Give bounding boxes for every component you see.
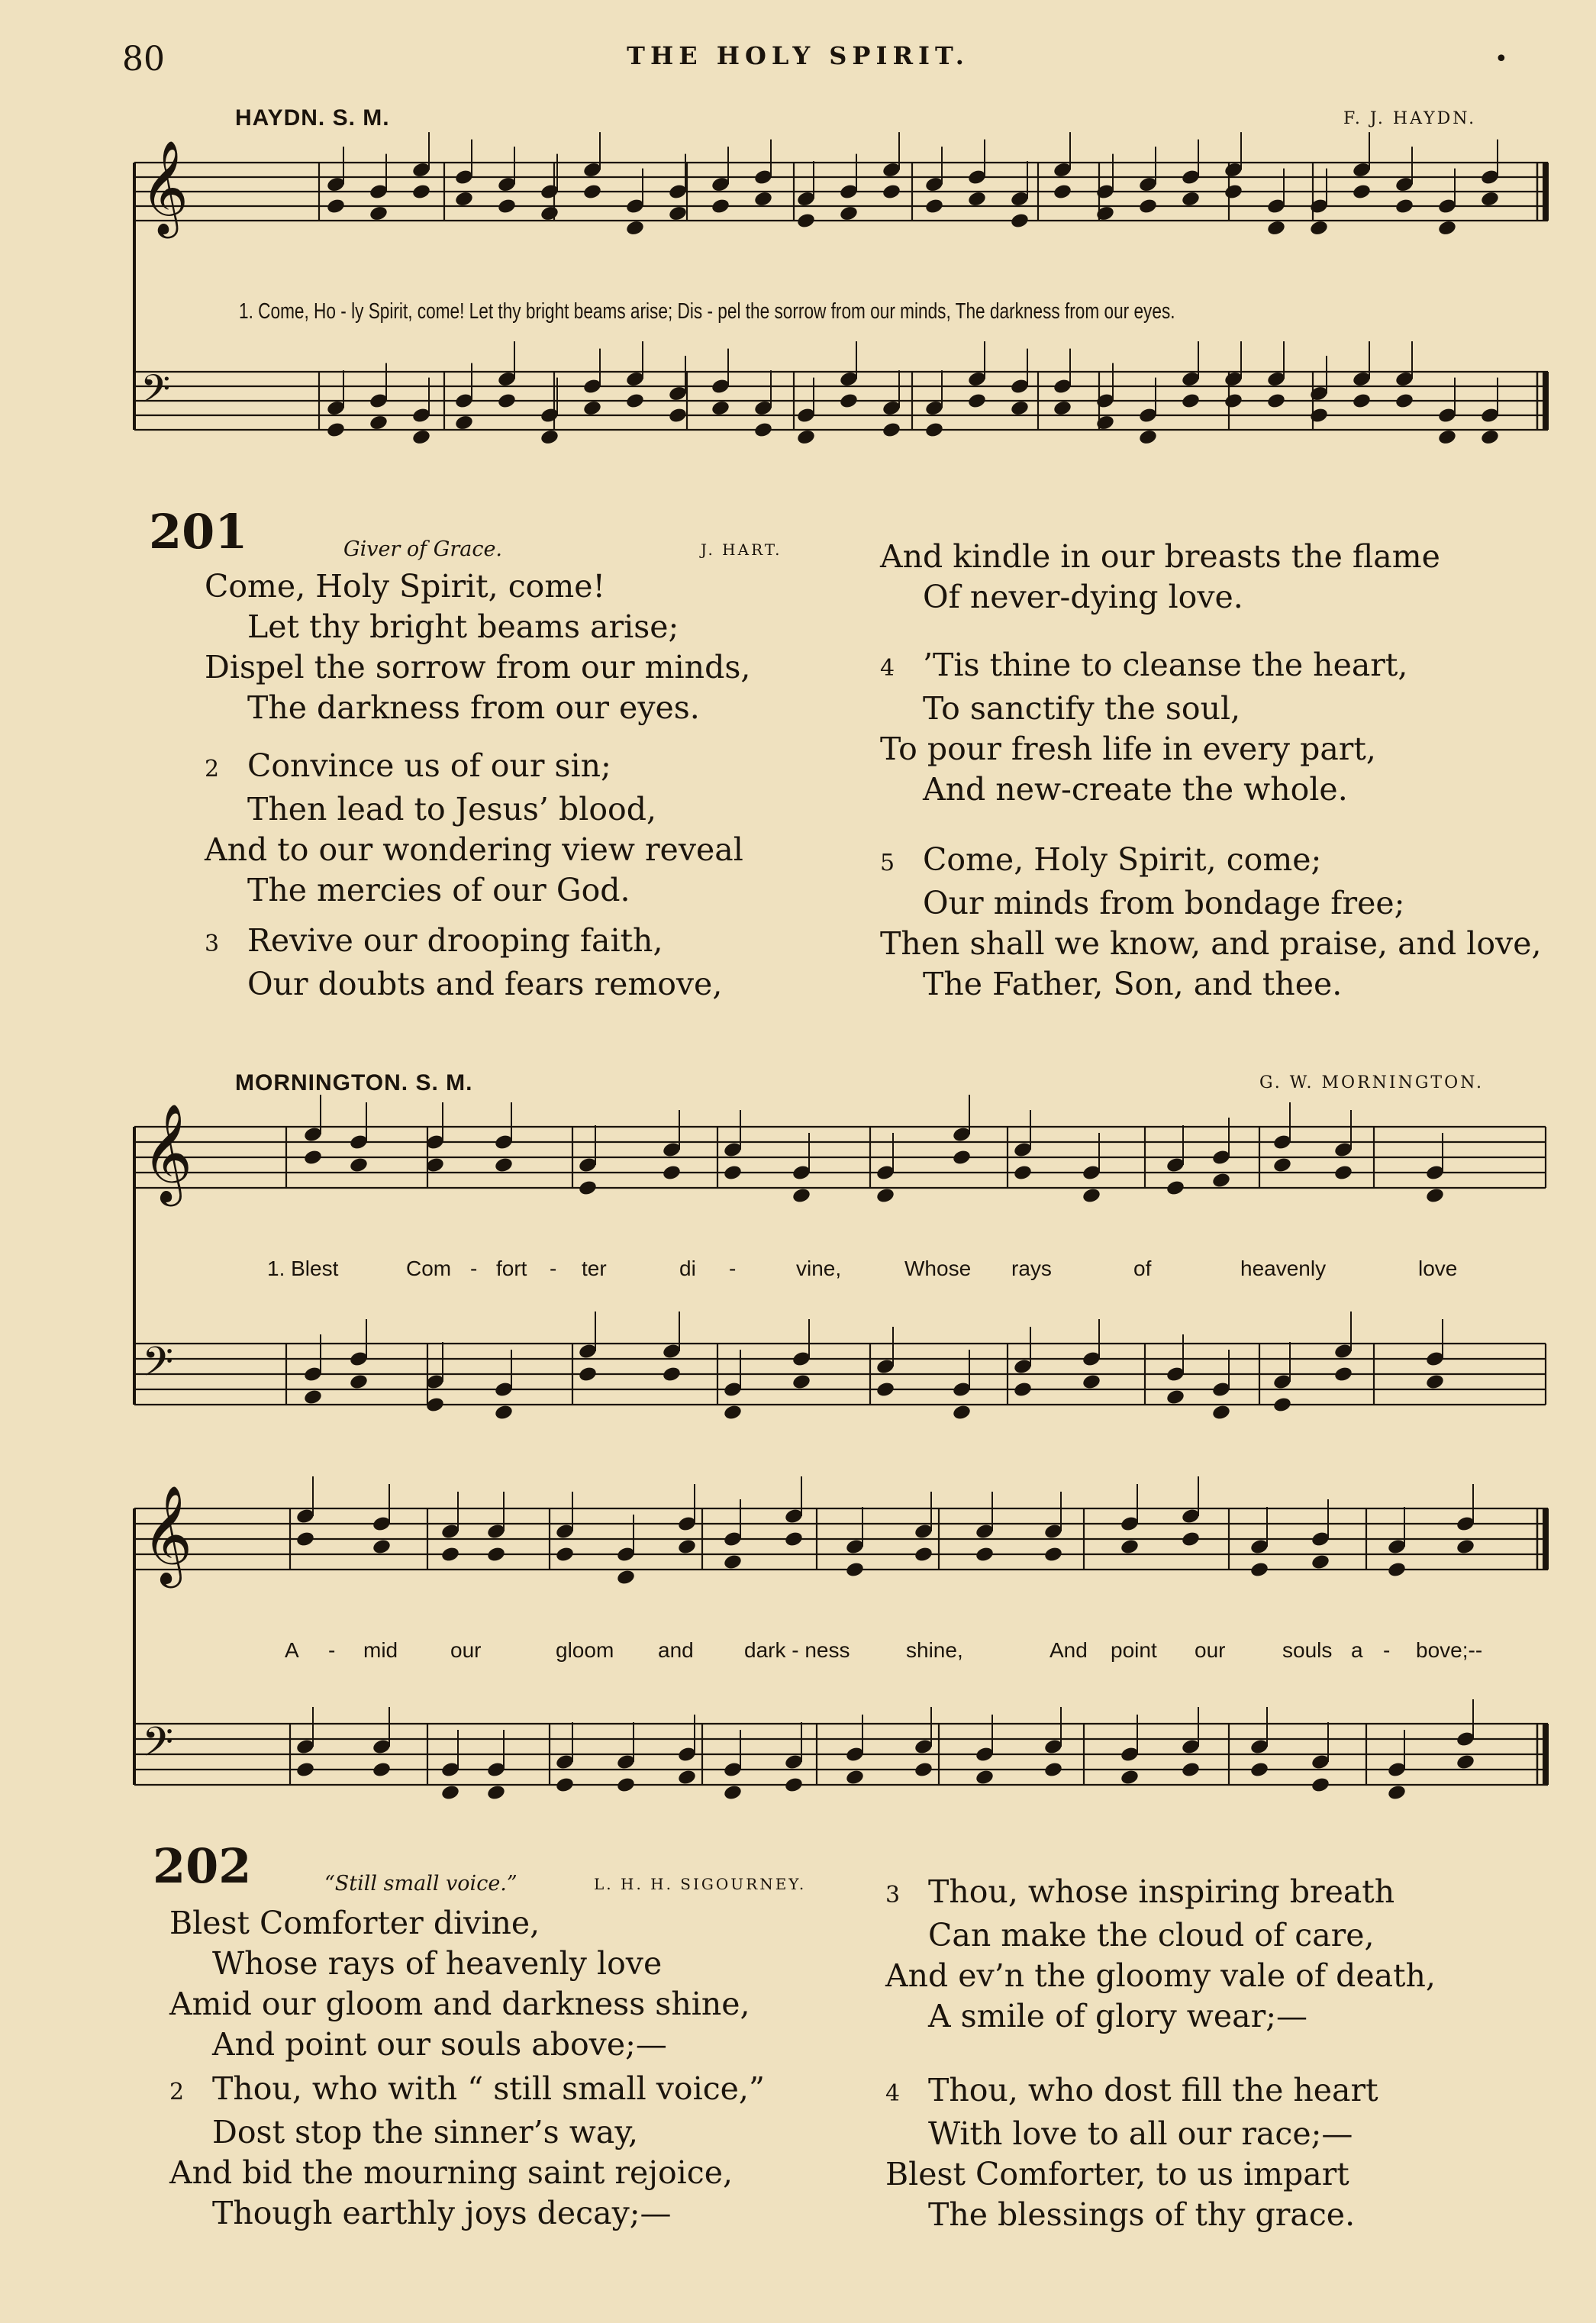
note-head (1095, 414, 1115, 431)
note-head (1311, 1554, 1330, 1571)
note-head (486, 1546, 506, 1563)
note-head (440, 1546, 460, 1563)
note-head (1309, 219, 1329, 237)
note-head (668, 205, 688, 222)
note-head (711, 198, 730, 215)
lyric-syllable: Whose (904, 1257, 972, 1280)
note-head (839, 205, 859, 222)
note-head (349, 1373, 369, 1391)
note-head (1333, 1366, 1353, 1383)
note-head (1138, 428, 1158, 446)
note-head (882, 183, 901, 201)
note-head (914, 1546, 933, 1563)
lyric-syllable: point (1111, 1638, 1157, 1662)
note-head (326, 198, 346, 215)
note-head (1013, 1164, 1033, 1182)
note-head (1166, 1389, 1185, 1406)
lyric-syllable: bove;-- (1416, 1638, 1483, 1662)
note-head (295, 1761, 315, 1779)
note-head (494, 1404, 514, 1421)
note-head (372, 1761, 392, 1779)
lyric-syllable: A (285, 1638, 299, 1662)
note-head (723, 1554, 743, 1571)
verse-line: The mercies of our God. (247, 872, 630, 908)
verse-line: And ev’n the gloomy vale of death, (885, 1957, 1436, 1994)
note-head (1333, 1164, 1353, 1182)
verse-line: The blessings of thy grace. (928, 2196, 1356, 2233)
note-head (1387, 1561, 1407, 1579)
note-head (924, 421, 944, 439)
note-head (1211, 1404, 1231, 1421)
note-head (668, 407, 688, 424)
lyric-syllable: di (679, 1257, 696, 1280)
lyric-syllable: heavenly (1240, 1257, 1327, 1280)
verse-line: Can make the cloud of care, (928, 1917, 1375, 1954)
note-head (875, 1187, 895, 1205)
note-head (1425, 1373, 1445, 1391)
lyric-syllable: our (450, 1638, 482, 1662)
note-head (1437, 219, 1457, 237)
hymn-202-stanza-4 (885, 2070, 1378, 2235)
note-head (349, 1157, 369, 1174)
note-head (792, 1373, 811, 1391)
note-head (540, 428, 559, 446)
note-head (1013, 1381, 1033, 1399)
note-head (924, 198, 944, 215)
lyric-syllable: - (470, 1257, 478, 1280)
verse-line: The Father, Son, and thee. (923, 966, 1343, 1002)
hymn-201-subtitle: Giver of Grace. (343, 537, 503, 561)
verse-line: To sanctify the soul, (923, 690, 1241, 727)
lyric-syllable: And (1049, 1638, 1088, 1662)
note-head (440, 1784, 460, 1802)
note-head (723, 1164, 743, 1182)
note-head (540, 205, 559, 222)
verse-line: Our doubts and fears remove, (247, 966, 723, 1002)
hymn-201-stanza-1 (205, 566, 750, 728)
note-head (1010, 212, 1030, 230)
note-head (677, 1769, 697, 1786)
lyric-syllable: fort (496, 1257, 527, 1280)
note-head (784, 1531, 804, 1548)
note-head (326, 421, 346, 439)
note-head (711, 399, 730, 417)
note-head (914, 1761, 933, 1779)
hymn-201-stanza-3-cont (880, 537, 1440, 618)
verse-line: Then lead to Jesus’ blood, (247, 791, 657, 828)
note-head (295, 1531, 315, 1548)
note-head (967, 190, 987, 208)
verse-line: Come, Holy Spirit, come! (205, 568, 605, 605)
note-head (952, 1149, 972, 1166)
verse-line: With love to all our race;— (928, 2115, 1353, 2152)
stanza-number: 2 (169, 2079, 185, 2105)
lyric-syllable: rays (1011, 1257, 1052, 1280)
note-head (796, 212, 816, 230)
note-head (1387, 1784, 1407, 1802)
verse-line: Thou, who dost fill the heart (928, 2072, 1378, 2108)
lyric-syllable: vine, (796, 1257, 842, 1280)
note-head (1095, 205, 1115, 222)
note-head (784, 1776, 804, 1794)
verse-line: The darkness from our eyes. (247, 689, 700, 726)
note-head (723, 1784, 743, 1802)
note-head (1437, 428, 1457, 446)
note-head (1352, 183, 1372, 201)
verse-line: Convince us of our sin; (247, 747, 611, 784)
note-head (1224, 183, 1243, 201)
note-head (1010, 399, 1030, 417)
hymn-201-author: J. HART. (701, 540, 782, 559)
verse-line: Come, Holy Spirit, come; (923, 841, 1322, 878)
note-head (1181, 190, 1201, 208)
lyric-syllable: dark - ness (744, 1638, 850, 1662)
bass-clef-icon: 𝄢 (140, 367, 171, 421)
stanza-number: 4 (880, 655, 895, 682)
note-head (1425, 1187, 1445, 1205)
note-head (1043, 1546, 1063, 1563)
stanza-number: 3 (205, 931, 220, 957)
note-head (796, 428, 816, 446)
treble-clef-icon: 𝄞 (140, 140, 189, 235)
note-head (882, 421, 901, 439)
note-head (1311, 1776, 1330, 1794)
stanza-number: 4 (885, 2080, 901, 2107)
note-head (372, 1538, 392, 1556)
note-head (1043, 1761, 1063, 1779)
final-barline-thick (1543, 1724, 1549, 1785)
verse-line: ’Tis thine to cleanse the heart, (923, 647, 1408, 683)
note-head (411, 183, 431, 201)
lyric-syllable: a (1351, 1638, 1363, 1662)
note-head (1120, 1769, 1140, 1786)
note-head (369, 414, 389, 431)
note-head (454, 190, 474, 208)
final-barline-thick (1543, 163, 1549, 221)
hymn-201-stanza-5 (880, 840, 1542, 1005)
note-head (1138, 198, 1158, 215)
verse-line: And kindle in our breasts the flame (880, 538, 1440, 575)
hymn-201-stanza-3 (205, 921, 722, 1005)
note-head (1224, 392, 1243, 410)
note-head (845, 1561, 865, 1579)
stanza-number: 5 (880, 850, 895, 876)
note-head (625, 392, 645, 410)
note-head (1272, 1157, 1292, 1174)
note-head (662, 1164, 682, 1182)
verse-line: Revive our drooping faith, (247, 922, 663, 959)
verse-line: And to our wondering view reveal (205, 831, 743, 868)
final-barline-thick (1543, 1508, 1549, 1570)
lyric-syllable: shine, (906, 1638, 963, 1662)
note-head (1053, 399, 1072, 417)
note-head (369, 205, 389, 222)
note-head (975, 1546, 995, 1563)
lyric-syllable: our (1195, 1638, 1226, 1662)
note-head (497, 198, 517, 215)
margin-dot: • (1494, 46, 1508, 73)
verse-line: Of never-dying love. (923, 579, 1243, 615)
verse-line: Blest Comforter divine, (169, 1905, 540, 1941)
note-head (1249, 1761, 1269, 1779)
note-head (303, 1389, 323, 1406)
note-head (578, 1179, 598, 1197)
note-head (1120, 1538, 1140, 1556)
lyric-syllable: - (550, 1257, 557, 1280)
note-head (662, 1366, 682, 1383)
final-barline-thick (1543, 372, 1549, 430)
page-number: 80 (122, 40, 165, 79)
hymn-202-subtitle: “Still small voice.” (324, 1872, 517, 1896)
treble-clef-icon: 𝄞 (142, 1485, 193, 1584)
note-head (1480, 428, 1500, 446)
verse-line: Dispel the sorrow from our minds, (205, 649, 751, 686)
note-head (497, 392, 517, 410)
hymn-202-author: L. H. H. SIGOURNEY. (594, 1875, 807, 1893)
hymn-number-202: 202 (153, 1838, 252, 1894)
note-head (1181, 392, 1201, 410)
stanza-number: 3 (885, 1882, 901, 1908)
lyric-syllable: love (1418, 1257, 1458, 1280)
hymn-202-stanza-3 (885, 1872, 1436, 2037)
lyric-syllable: gloom (556, 1638, 614, 1662)
note-head (1394, 392, 1414, 410)
note-head (1082, 1187, 1101, 1205)
verse-line: Let thy bright beams arise; (247, 608, 679, 645)
lyric-syllable: 1. Blest (267, 1257, 339, 1280)
running-title: THE HOLY SPIRIT. (627, 41, 969, 70)
note-head (845, 1769, 865, 1786)
lyric-syllable: mid (363, 1638, 398, 1662)
lyric-syllable: souls (1282, 1638, 1333, 1662)
note-head (1166, 1179, 1185, 1197)
tune-name-haydn: HAYDN. S. M. (235, 105, 390, 131)
note-head (1266, 219, 1286, 237)
hymn-201-stanza-4 (880, 645, 1407, 810)
verse-line: And new-create the whole. (923, 771, 1348, 808)
note-head (1456, 1754, 1475, 1771)
note-head (578, 1366, 598, 1383)
verse-line: A smile of glory wear;— (928, 1998, 1308, 2034)
note-head (1480, 190, 1500, 208)
hymn-202-stanza-2 (169, 2069, 765, 2234)
note-head (1266, 392, 1286, 410)
lyric-syllable: and (658, 1638, 694, 1662)
note-head (967, 392, 987, 410)
note-head (303, 1149, 323, 1166)
hymn-number-201: 201 (149, 504, 248, 560)
note-head (1456, 1538, 1475, 1556)
lyric-syllable: of (1133, 1257, 1152, 1280)
lyric-syllable: - (1383, 1638, 1391, 1662)
note-head (411, 428, 431, 446)
note-head (1249, 1561, 1269, 1579)
lyric-syllable: - (729, 1257, 737, 1280)
note-head (486, 1784, 506, 1802)
note-head (494, 1157, 514, 1174)
note-head (1211, 1172, 1231, 1189)
stanza-number: 2 (205, 756, 220, 782)
verse-line: And bid the mourning saint rejoice, (169, 2154, 734, 2191)
note-head (677, 1538, 697, 1556)
note-head (1394, 198, 1414, 215)
note-head (1082, 1373, 1101, 1391)
treble-clef-icon: 𝄞 (142, 1103, 193, 1202)
note-head (616, 1569, 636, 1586)
bass-clef-icon: 𝄢 (142, 1719, 174, 1776)
note-head (975, 1769, 995, 1786)
verse-line: Whose rays of heavenly love (212, 1945, 663, 1982)
verse-line: And point our souls above;— (212, 2026, 667, 2063)
note-head (1309, 407, 1329, 424)
lyric-syllable: - (328, 1638, 336, 1662)
note-head (1181, 1531, 1201, 1548)
verse-line: Then shall we know, and praise, and love, (880, 925, 1542, 962)
note-head (952, 1404, 972, 1421)
verse-line: Blest Comforter, to us impart (885, 2156, 1349, 2192)
tune-lyric-haydn: 1. Come, Ho - ly Spirit, come! Let thy bright beams arise; Dis - pel the sorrow from our minds, The darkness from our eyes. (239, 299, 1175, 324)
note-head (555, 1776, 575, 1794)
note-head (839, 392, 859, 410)
verse-line: Dost stop the sinner’s way, (212, 2114, 638, 2150)
note-head (582, 183, 602, 201)
note-head (792, 1187, 811, 1205)
hymn-201-stanza-2 (205, 746, 743, 911)
note-head (1272, 1396, 1292, 1414)
hymn-202-stanza-1 (169, 1903, 750, 2065)
note-head (454, 414, 474, 431)
note-head (723, 1404, 743, 1421)
verse-line: Our minds from bondage free; (923, 885, 1405, 921)
note-head (1352, 392, 1372, 410)
note-head (753, 190, 773, 208)
verse-line: Thou, who with “ still small voice,” (212, 2070, 765, 2107)
tune-composer-haydn: F. J. HAYDN. (1343, 109, 1477, 128)
verse-line: Amid our gloom and darkness shine, (169, 1986, 750, 2022)
lyric-syllable: Com (406, 1257, 452, 1280)
tune-composer-mornington: G. W. MORNINGTON. (1259, 1073, 1484, 1092)
tune-name-mornington: MORNINGTON. S. M. (235, 1070, 473, 1095)
verse-line: To pour fresh life in every part, (880, 731, 1376, 767)
note-head (555, 1546, 575, 1563)
note-head (1181, 1761, 1201, 1779)
bass-clef-icon: 𝄢 (142, 1339, 174, 1395)
note-head (625, 219, 645, 237)
verse-line: Though earthly joys decay;— (212, 2195, 672, 2231)
note-head (582, 399, 602, 417)
verse-line: Thou, whose inspiring breath (928, 1873, 1395, 1910)
note-head (1053, 183, 1072, 201)
note-head (616, 1776, 636, 1794)
lyric-syllable: ter (582, 1257, 607, 1280)
note-head (875, 1381, 895, 1399)
note-head (753, 421, 773, 439)
